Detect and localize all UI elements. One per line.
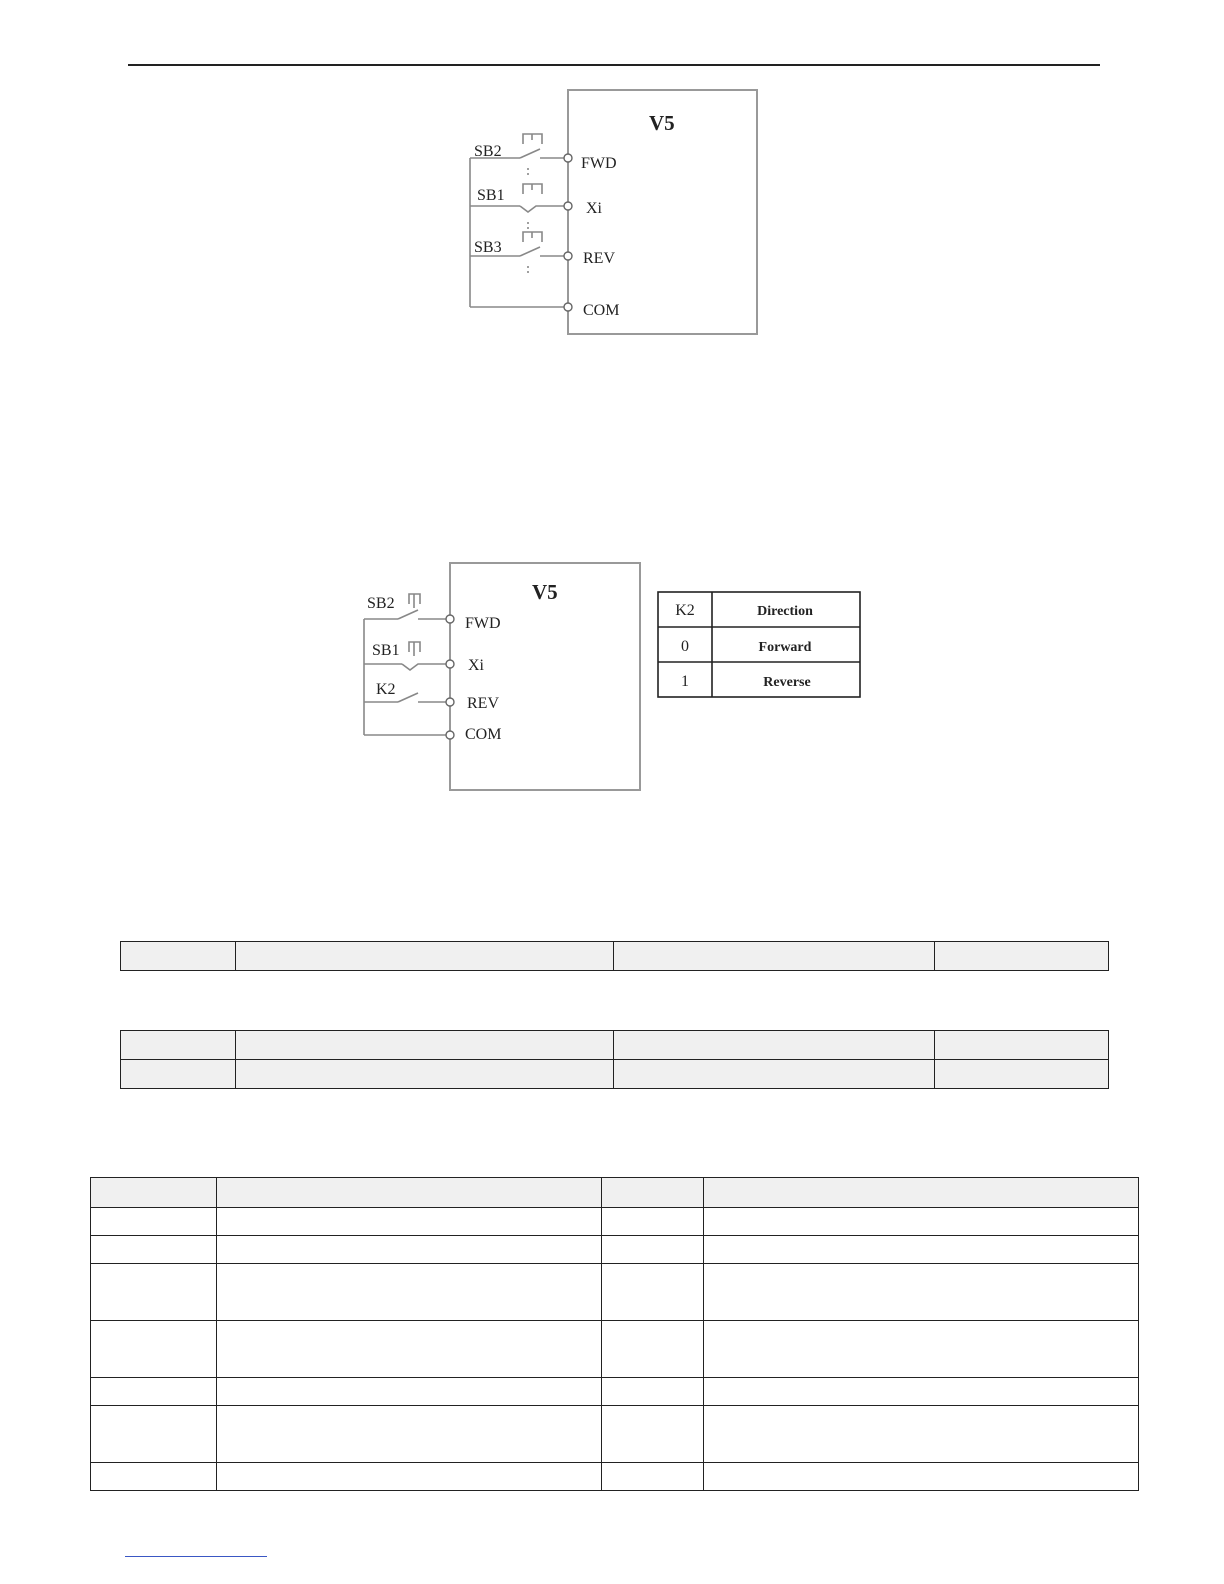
terminal-dot-fwd <box>564 154 572 162</box>
parameter-table-two-rows <box>120 1030 1109 1089</box>
terminal-label-com: COM <box>583 302 620 319</box>
k2-table-cell-1: 1 <box>681 673 689 690</box>
wiring-diagram-k2-direction <box>354 558 874 798</box>
k2-table-cell-forward: Forward <box>758 640 812 655</box>
table-row <box>91 1264 1139 1321</box>
terminal-label-rev: REV <box>467 695 499 712</box>
table-row <box>121 942 1109 971</box>
k2-table-cell-reverse: Reverse <box>763 675 811 690</box>
terminal-label-xi: Xi <box>586 200 602 217</box>
table-header-row <box>91 1178 1139 1208</box>
terminal-dot-rev <box>446 698 454 706</box>
switch-label-sb1: SB1 <box>477 187 505 204</box>
table-row <box>91 1236 1139 1264</box>
terminal-dot-com <box>446 731 454 739</box>
terminal-dot-fwd <box>446 615 454 623</box>
header-rule <box>128 64 1100 66</box>
table-row <box>91 1208 1139 1236</box>
table-row <box>121 1060 1109 1089</box>
footer-link-underline[interactable] <box>125 1556 267 1557</box>
switch-label-sb2: SB2 <box>474 143 502 160</box>
table-row <box>91 1406 1139 1463</box>
terminal-dot-xi <box>564 202 572 210</box>
device-label: V5 <box>649 111 675 135</box>
wiring-diagram-three-wire <box>460 86 770 340</box>
parameter-table-main <box>90 1177 1139 1491</box>
terminal-dot-rev <box>564 252 572 260</box>
terminal-label-rev: REV <box>583 250 615 267</box>
switch-label-sb3: SB3 <box>474 239 502 256</box>
switch-label-k2: K2 <box>376 681 396 698</box>
table-row <box>91 1463 1139 1491</box>
k2-table-header-direction: Direction <box>757 604 813 619</box>
parameter-table-header <box>120 941 1109 971</box>
device-label: V5 <box>532 580 558 604</box>
table-row <box>91 1378 1139 1406</box>
terminal-dot-xi <box>446 660 454 668</box>
table-row <box>91 1321 1139 1378</box>
terminal-label-fwd: FWD <box>465 615 501 632</box>
terminal-label-com: COM <box>465 726 502 743</box>
table-row <box>121 1031 1109 1060</box>
terminal-label-xi: Xi <box>468 657 484 674</box>
k2-table-cell-0: 0 <box>681 638 689 655</box>
switch-label-sb2: SB2 <box>367 595 395 612</box>
switch-label-sb1: SB1 <box>372 642 400 659</box>
terminal-dot-com <box>564 303 572 311</box>
terminal-label-fwd: FWD <box>581 155 617 172</box>
k2-table-header-k2: K2 <box>675 602 695 619</box>
